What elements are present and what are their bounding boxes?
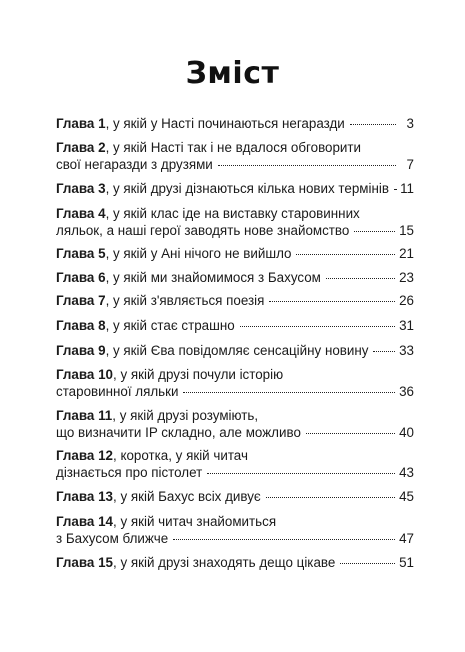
toc-entry-9[interactable] bbox=[56, 342, 414, 359]
page-title: Зміст bbox=[185, 56, 280, 91]
chapter-label: Глава 7 bbox=[56, 293, 106, 308]
page-number: 26 bbox=[399, 293, 414, 308]
chapter-title-line: , у якій друзі почули історію bbox=[113, 367, 284, 382]
chapter-label: Глава 15 bbox=[56, 555, 113, 570]
page-number: 43 bbox=[399, 465, 414, 480]
toc-entry-8[interactable] bbox=[56, 317, 414, 334]
toc-entry-1[interactable] bbox=[56, 115, 414, 132]
chapter-title-line: , коротка, у якій читач bbox=[113, 448, 248, 463]
chapter-title-line: , у якій читач знайомиться bbox=[113, 514, 277, 529]
dot-leader bbox=[340, 563, 395, 564]
chapter-title-line: , у якій у Ані нічого не вийшло bbox=[105, 246, 292, 261]
page-number: 11 bbox=[400, 181, 414, 196]
chapter-title-line: , у якій з'являється поезія bbox=[105, 293, 265, 308]
dot-leader bbox=[296, 254, 395, 255]
toc-entry-14[interactable] bbox=[56, 513, 414, 547]
toc-entry-2[interactable] bbox=[56, 139, 414, 173]
dot-leader bbox=[266, 497, 395, 498]
page-number: 15 bbox=[399, 223, 414, 238]
chapter-title-line: , у якій у Насті починаються негаразди bbox=[105, 116, 345, 131]
chapter-title-line: , у якій друзі дізнаються кілька нових термінів bbox=[105, 181, 389, 196]
toc-entry-3[interactable] bbox=[56, 180, 414, 197]
chapter-title-line: старовинної ляльки bbox=[56, 383, 181, 400]
dot-leader bbox=[373, 351, 395, 352]
page-number: 51 bbox=[399, 555, 414, 570]
chapter-title-line: , у якій Єва повідомляє сенсаційну новину bbox=[105, 343, 369, 358]
dot-leader bbox=[394, 189, 396, 190]
toc-entry-11[interactable] bbox=[56, 407, 414, 441]
page-number: 33 bbox=[399, 343, 414, 358]
chapter-title-line: з Бахусом ближче bbox=[56, 530, 171, 547]
chapter-label: Глава 12 bbox=[56, 448, 113, 463]
chapter-title-line: , у якій друзі знаходять дещо цікаве bbox=[113, 555, 336, 570]
chapter-title-line: що визначити IP складно, але можливо bbox=[56, 424, 304, 441]
dot-leader bbox=[350, 124, 396, 125]
dot-leader bbox=[326, 278, 395, 279]
chapter-label: Глава 4 bbox=[56, 206, 106, 221]
page-number: 31 bbox=[399, 318, 414, 333]
page-number: 21 bbox=[399, 246, 414, 261]
chapter-label: Глава 13 bbox=[56, 489, 113, 504]
toc-entry-13[interactable] bbox=[56, 488, 414, 505]
page-number: 45 bbox=[399, 489, 414, 504]
chapter-title-line: , у якій ми знайомимося з Бахусом bbox=[105, 270, 321, 285]
chapter-label: Глава 1 bbox=[56, 116, 106, 131]
chapter-title-line: , у якій стає страшно bbox=[105, 318, 235, 333]
dot-leader bbox=[354, 231, 395, 232]
dot-leader bbox=[240, 326, 395, 327]
toc-entry-6[interactable] bbox=[56, 269, 414, 286]
chapter-title-line: , у якій Бахус всіх дивує bbox=[113, 489, 261, 504]
page-number: 36 bbox=[399, 384, 414, 399]
dot-leader bbox=[269, 301, 395, 302]
dot-leader bbox=[218, 165, 396, 166]
page-number: 47 bbox=[399, 531, 414, 546]
chapter-label: Глава 14 bbox=[56, 514, 113, 529]
toc-entry-7[interactable] bbox=[56, 292, 414, 309]
chapter-title-line: , у якій друзі розуміють, bbox=[112, 408, 259, 423]
chapter-label: Глава 8 bbox=[56, 318, 106, 333]
chapter-label: Глава 6 bbox=[56, 270, 106, 285]
chapter-label: Глава 2 bbox=[56, 140, 106, 155]
page-number: 3 bbox=[406, 116, 414, 131]
toc-entry-15[interactable] bbox=[56, 554, 414, 571]
chapter-title-line: свої негаразди з друзями bbox=[56, 156, 216, 173]
chapter-label: Глава 5 bbox=[56, 246, 106, 261]
dot-leader bbox=[207, 473, 395, 474]
dot-leader bbox=[183, 392, 395, 393]
dot-leader bbox=[173, 539, 395, 540]
chapter-label: Глава 9 bbox=[56, 343, 106, 358]
chapter-label: Глава 10 bbox=[56, 367, 113, 382]
chapter-label: Глава 11 bbox=[56, 408, 113, 423]
chapter-title-line: ляльок, а наші герої заводять нове знайомство bbox=[56, 222, 352, 239]
dot-leader bbox=[306, 433, 395, 434]
chapter-title-line: дізнається про пістолет bbox=[56, 464, 205, 481]
page-number: 23 bbox=[399, 270, 414, 285]
toc-entry-12[interactable] bbox=[56, 447, 414, 481]
chapter-label: Глава 3 bbox=[56, 181, 106, 196]
page-number: 7 bbox=[406, 157, 414, 172]
toc-entry-5[interactable] bbox=[56, 245, 414, 262]
toc-entry-4[interactable] bbox=[56, 205, 414, 239]
chapter-title-line: , у якій клас іде на виставку старовинних bbox=[105, 206, 360, 221]
chapter-title-line: , у якій Насті так і не вдалося обговорити bbox=[105, 140, 362, 155]
page-number: 40 bbox=[399, 425, 414, 440]
toc-entry-10[interactable] bbox=[56, 366, 414, 400]
